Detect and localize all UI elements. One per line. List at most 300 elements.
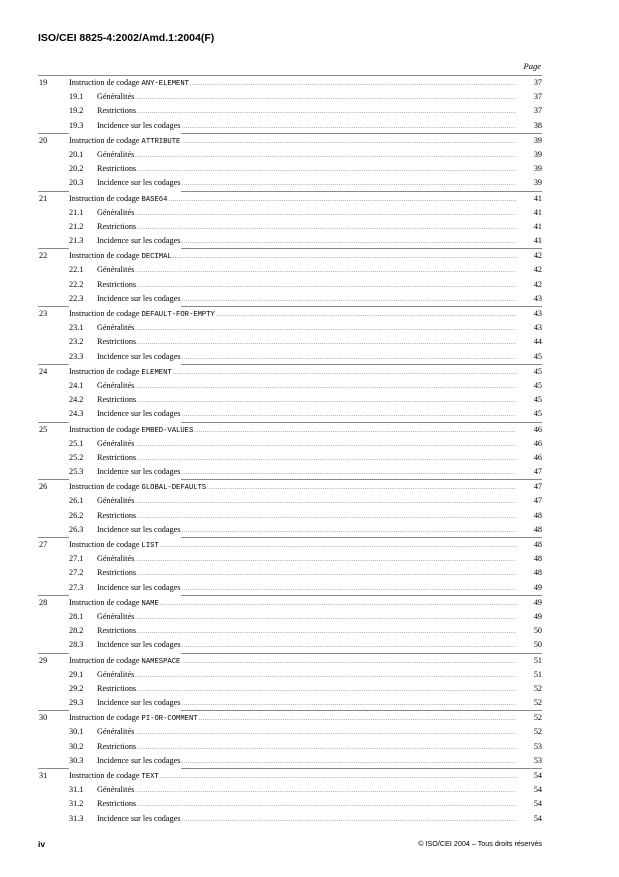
toc-subentry-label: Généralités xyxy=(97,323,135,333)
leader-dots xyxy=(181,465,516,480)
toc-subentry-label: Incidence sur les codages xyxy=(97,120,181,130)
toc-subentry-label: Restrictions xyxy=(97,395,137,405)
toc-subsection-number: 30.2 xyxy=(69,741,84,751)
leader-dots xyxy=(137,220,516,235)
toc-subsection-number: 19.2 xyxy=(69,106,84,116)
toc-page-number: 47 xyxy=(533,482,542,492)
toc-entry-prefix: Instruction de codage xyxy=(69,771,142,780)
toc-subentry[interactable] xyxy=(38,783,542,797)
toc-subentry-title xyxy=(69,393,516,408)
footer-page-number: iv xyxy=(38,839,46,849)
toc-page-number: 37 xyxy=(533,78,542,87)
leader-dots xyxy=(137,509,516,524)
toc-subentry-title xyxy=(69,162,516,177)
toc-subsection-number: 26.3 xyxy=(69,524,84,534)
toc-subentry-title xyxy=(69,696,516,711)
leader-dots xyxy=(190,76,516,91)
toc-subsection-number: 21.1 xyxy=(69,207,84,217)
toc-entry-title xyxy=(69,76,516,91)
toc-entry[interactable] xyxy=(38,76,542,90)
toc-entry-prefix: Instruction de codage xyxy=(69,309,142,318)
toc-page-number: 39 xyxy=(533,178,542,188)
toc-entry-prefix: Instruction de codage xyxy=(69,251,142,261)
toc-page-number: 39 xyxy=(533,135,542,145)
toc-section xyxy=(38,768,542,826)
toc-subentry-label: Généralités xyxy=(97,727,135,737)
toc-subentry-label: Généralités xyxy=(97,669,135,679)
toc-section xyxy=(38,537,542,595)
toc-subentry-label: Généralités xyxy=(97,207,135,217)
toc-subentry[interactable] xyxy=(38,523,542,537)
toc-subentry-title xyxy=(69,407,516,422)
toc-subentry-title xyxy=(69,566,516,581)
toc-entry-code: TEXT xyxy=(141,773,159,781)
leader-dots xyxy=(160,769,516,784)
toc-page-number: 48 xyxy=(533,554,542,564)
toc-subentry-label: Restrictions xyxy=(97,279,137,289)
leader-dots xyxy=(181,581,516,596)
toc-subentry[interactable] xyxy=(38,682,542,696)
toc-subentry-text xyxy=(69,509,137,524)
toc-entry-text xyxy=(69,654,181,669)
toc-page-number: 49 xyxy=(533,611,542,621)
toc-subentry-title xyxy=(69,206,516,221)
toc-entry-text xyxy=(69,134,181,149)
leader-dots xyxy=(135,321,516,336)
toc-entry-code: NAMESPACE xyxy=(141,657,181,666)
toc-subentry-text xyxy=(69,638,181,653)
toc-entry[interactable] xyxy=(38,192,542,206)
toc-entry-text xyxy=(69,769,160,784)
toc-subsection-number: 24.2 xyxy=(69,395,84,405)
toc-subentry[interactable] xyxy=(38,162,542,176)
toc-entry-text xyxy=(69,711,199,726)
toc-subsection-number: 28.3 xyxy=(69,640,84,650)
toc-entry-code: NAME xyxy=(141,599,159,608)
toc-entry-text xyxy=(69,307,216,322)
toc-subentry-title xyxy=(69,465,516,480)
toc-subentry-title xyxy=(69,335,516,350)
toc-subentry-title xyxy=(69,292,516,307)
toc-page-number: 52 xyxy=(533,713,542,723)
toc-subentry-label: Incidence sur les codages xyxy=(97,293,181,303)
toc-entry-title xyxy=(69,192,516,207)
toc-subentry[interactable] xyxy=(38,206,542,220)
toc-page-number: 43 xyxy=(533,293,542,303)
toc-subentry-title xyxy=(69,104,516,119)
toc-subentry-label: Restrictions xyxy=(97,164,137,174)
table-of-contents xyxy=(38,75,542,826)
toc-subentry-text xyxy=(69,292,181,307)
toc-subentry-label: Restrictions xyxy=(97,568,137,578)
toc-entry-code: DEFAULT-FOR-EMPTY xyxy=(141,311,215,319)
leader-dots xyxy=(137,566,516,581)
toc-subentry[interactable] xyxy=(38,176,542,190)
toc-page-number: 42 xyxy=(533,265,542,275)
toc-section-number: 23 xyxy=(39,309,48,318)
toc-entry[interactable] xyxy=(38,249,542,263)
toc-subentry-text xyxy=(69,783,135,798)
toc-subsection-number: 29.1 xyxy=(69,669,84,679)
toc-entry-code: BASE64 xyxy=(141,195,168,204)
toc-subentry-label: Restrictions xyxy=(97,452,137,462)
leader-dots xyxy=(137,797,516,812)
toc-section-number: 19 xyxy=(39,78,48,87)
toc-subentry-title xyxy=(69,176,516,191)
leader-dots xyxy=(181,134,516,149)
leader-dots xyxy=(173,249,516,264)
toc-subentry[interactable] xyxy=(38,610,542,624)
toc-page-number: 46 xyxy=(533,452,542,462)
toc-subsection-number: 22.1 xyxy=(69,265,84,275)
toc-entry-title xyxy=(69,134,516,149)
toc-entry-code: DECIMAL xyxy=(141,253,172,262)
toc-page-number: 46 xyxy=(533,424,542,434)
toc-entry-text xyxy=(69,480,207,495)
leader-dots xyxy=(181,696,516,711)
toc-section xyxy=(38,422,542,480)
toc-page-number: 52 xyxy=(533,683,542,693)
toc-section xyxy=(38,75,542,133)
toc-entry-code: ATTRIBUTE xyxy=(141,137,181,146)
toc-page-number: 52 xyxy=(533,727,542,737)
toc-page-number: 54 xyxy=(533,799,542,809)
toc-subentry-text xyxy=(69,162,137,177)
leader-dots xyxy=(181,234,516,249)
toc-subentry-text xyxy=(69,696,181,711)
leader-dots xyxy=(173,365,516,380)
toc-subsection-number: 30.1 xyxy=(69,727,84,737)
toc-entry-title xyxy=(69,423,516,438)
toc-page-number: 48 xyxy=(533,540,542,549)
toc-subentry[interactable] xyxy=(38,292,542,306)
leader-dots xyxy=(181,654,516,669)
toc-page-number: 53 xyxy=(533,741,542,751)
leader-dots xyxy=(137,335,516,350)
toc-subentry-title xyxy=(69,668,516,683)
toc-page-number: 47 xyxy=(533,467,542,477)
toc-subentry-title xyxy=(69,451,516,466)
toc-subentry-text xyxy=(69,812,181,827)
toc-subentry[interactable] xyxy=(38,696,542,710)
toc-subentry[interactable] xyxy=(38,407,542,421)
toc-section xyxy=(38,306,542,364)
toc-subsection-number: 22.2 xyxy=(69,279,84,289)
toc-subentry-label: Restrictions xyxy=(97,510,137,520)
toc-subentry[interactable] xyxy=(38,566,542,580)
toc-entry-title xyxy=(69,711,516,726)
toc-section-number: 25 xyxy=(39,424,48,434)
toc-subentry-title xyxy=(69,263,516,278)
toc-entry-title xyxy=(69,538,516,553)
leader-dots xyxy=(160,596,516,611)
toc-subsection-number: 25.1 xyxy=(69,438,84,448)
toc-entry-text xyxy=(69,192,168,207)
toc-subentry[interactable] xyxy=(38,725,542,739)
toc-section xyxy=(38,364,542,422)
leader-dots xyxy=(216,307,516,322)
toc-subentry-text xyxy=(69,668,135,683)
leader-dots xyxy=(160,538,516,553)
toc-subentry-text xyxy=(69,740,137,755)
toc-subentry[interactable] xyxy=(38,119,542,133)
toc-subsection-number: 20.2 xyxy=(69,164,84,174)
toc-entry[interactable] xyxy=(38,596,542,610)
toc-subentry-text xyxy=(69,90,135,105)
toc-subentry-label: Généralités xyxy=(97,149,135,159)
leader-dots xyxy=(135,783,516,798)
toc-subentry-text xyxy=(69,176,181,191)
toc-subentry-text xyxy=(69,797,137,812)
toc-subentry[interactable] xyxy=(38,234,542,248)
toc-section xyxy=(38,133,542,191)
leader-dots xyxy=(135,668,516,683)
toc-subsection-number: 21.3 xyxy=(69,236,84,246)
toc-page-number: 47 xyxy=(533,496,542,506)
toc-subentry-label: Incidence sur les codages xyxy=(97,698,181,708)
toc-page-number: 44 xyxy=(533,337,542,347)
toc-section xyxy=(38,191,542,249)
leader-dots xyxy=(137,451,516,466)
toc-subentry-label: Restrictions xyxy=(97,799,137,809)
toc-entry-code: EMBED-VALUES xyxy=(141,426,194,435)
toc-entry[interactable] xyxy=(38,769,542,783)
toc-subentry[interactable] xyxy=(38,451,542,465)
toc-subentry-title xyxy=(69,148,516,163)
leader-dots xyxy=(135,148,516,163)
toc-entry-text xyxy=(69,76,190,91)
toc-entry-text xyxy=(69,365,173,380)
toc-page-number: 54 xyxy=(533,813,542,823)
toc-subentry-label: Généralités xyxy=(97,92,135,102)
toc-entry[interactable] xyxy=(38,711,542,725)
toc-subentry-text xyxy=(69,725,135,740)
toc-subentry[interactable] xyxy=(38,278,542,292)
toc-page-number: 51 xyxy=(533,669,542,679)
toc-entry-prefix: Instruction de codage xyxy=(69,424,142,434)
toc-page-number: 54 xyxy=(533,785,542,795)
toc-entry-text xyxy=(69,423,194,438)
toc-subentry-text xyxy=(69,119,181,134)
toc-subentry-title xyxy=(69,494,516,509)
toc-subentry-title xyxy=(69,552,516,567)
toc-subentry[interactable] xyxy=(38,638,542,652)
toc-section xyxy=(38,710,542,768)
toc-page-number: 41 xyxy=(533,207,542,217)
toc-entry-prefix: Instruction de codage xyxy=(69,655,142,665)
toc-subentry-label: Restrictions xyxy=(97,106,137,116)
toc-subentry-label: Incidence sur les codages xyxy=(97,409,181,419)
toc-page-number: 43 xyxy=(533,309,542,318)
toc-section-number: 21 xyxy=(39,193,48,203)
toc-subentry[interactable] xyxy=(38,393,542,407)
toc-subentry[interactable] xyxy=(38,668,542,682)
toc-subsection-number: 21.2 xyxy=(69,221,84,231)
toc-page-number: 52 xyxy=(533,698,542,708)
toc-subentry[interactable] xyxy=(38,509,542,523)
leader-dots xyxy=(181,407,516,422)
toc-entry[interactable] xyxy=(38,365,542,379)
leader-dots xyxy=(181,119,516,134)
leader-dots xyxy=(135,437,516,452)
toc-subentry-label: Restrictions xyxy=(97,626,137,636)
toc-subentry-title xyxy=(69,523,516,538)
toc-subsection-number: 27.3 xyxy=(69,582,84,592)
toc-subentry-title xyxy=(69,220,516,235)
toc-subentry-text xyxy=(69,350,181,365)
toc-subentry[interactable] xyxy=(38,90,542,104)
toc-subentry[interactable] xyxy=(38,104,542,118)
toc-subsection-number: 20.3 xyxy=(69,178,84,188)
toc-page-number: 37 xyxy=(533,92,542,102)
toc-subentry[interactable] xyxy=(38,220,542,234)
toc-subentry-label: Incidence sur les codages xyxy=(97,178,181,188)
toc-entry-prefix: Instruction de codage xyxy=(69,78,142,87)
toc-subentry[interactable] xyxy=(38,437,542,451)
toc-subentry-label: Généralités xyxy=(97,380,135,390)
toc-subentry-title xyxy=(69,754,516,769)
toc-page-number: 50 xyxy=(533,640,542,650)
toc-subentry-text xyxy=(69,494,135,509)
toc-page-number: 45 xyxy=(533,366,542,376)
toc-subentry[interactable] xyxy=(38,740,542,754)
toc-entry-title xyxy=(69,365,516,380)
toc-section-number: 26 xyxy=(39,482,48,492)
toc-subentry-title xyxy=(69,725,516,740)
toc-entry-title xyxy=(69,249,516,264)
toc-subentry[interactable] xyxy=(38,263,542,277)
toc-entry-code: LIST xyxy=(141,542,159,550)
toc-page-number: 39 xyxy=(533,149,542,159)
toc-subentry[interactable] xyxy=(38,465,542,479)
toc-page-number: 38 xyxy=(533,120,542,130)
toc-subentry-title xyxy=(69,624,516,639)
toc-section-number: 31 xyxy=(39,771,48,780)
toc-subentry[interactable] xyxy=(38,379,542,393)
toc-entry-code: ANY-ELEMENT xyxy=(141,80,189,88)
toc-entry[interactable] xyxy=(38,307,542,321)
toc-subentry-text xyxy=(69,754,181,769)
toc-subentry[interactable] xyxy=(38,321,542,335)
toc-section xyxy=(38,653,542,711)
toc-section xyxy=(38,479,542,537)
toc-page-number: 37 xyxy=(533,106,542,116)
toc-subentry-label: Généralités xyxy=(97,438,135,448)
toc-subentry-title xyxy=(69,234,516,249)
toc-subentry-text xyxy=(69,148,135,163)
toc-subentry-title xyxy=(69,90,516,105)
toc-subentry-text xyxy=(69,335,137,350)
leader-dots xyxy=(168,192,516,207)
toc-subentry-title xyxy=(69,682,516,697)
toc-page-number: 51 xyxy=(533,655,542,665)
toc-subentry-text xyxy=(69,104,137,119)
leader-dots xyxy=(137,162,516,177)
leader-dots xyxy=(137,624,516,639)
toc-subentry-label: Généralités xyxy=(97,554,135,564)
leader-dots xyxy=(181,292,516,307)
toc-entry-prefix: Instruction de codage xyxy=(69,135,142,145)
toc-subentry[interactable] xyxy=(38,581,542,595)
leader-dots xyxy=(137,740,516,755)
toc-section-number: 29 xyxy=(39,655,48,665)
leader-dots xyxy=(135,263,516,278)
footer-copyright: © ISO/CEI 2004 – Tous droits réservés xyxy=(418,839,542,848)
toc-section-number: 28 xyxy=(39,597,48,607)
toc-subentry-label: Généralités xyxy=(97,496,135,506)
toc-entry[interactable] xyxy=(38,538,542,552)
toc-section-number: 20 xyxy=(39,135,48,145)
toc-subentry[interactable] xyxy=(38,624,542,638)
toc-subsection-number: 19.3 xyxy=(69,120,84,130)
toc-subentry[interactable] xyxy=(38,335,542,349)
toc-subsection-number: 31.3 xyxy=(69,813,84,823)
toc-subentry-label: Incidence sur les codages xyxy=(97,755,181,765)
toc-subsection-number: 23.2 xyxy=(69,337,84,347)
toc-entry[interactable] xyxy=(38,654,542,668)
toc-subentry[interactable] xyxy=(38,754,542,768)
toc-subsection-number: 27.2 xyxy=(69,568,84,578)
toc-subentry[interactable] xyxy=(38,494,542,508)
toc-page-number: 53 xyxy=(533,755,542,765)
toc-entry-prefix: Instruction de codage xyxy=(69,540,142,549)
toc-page-number: 49 xyxy=(533,582,542,592)
toc-subentry-text xyxy=(69,682,137,697)
leader-dots xyxy=(135,552,516,567)
toc-entry[interactable] xyxy=(38,480,542,494)
leader-dots xyxy=(135,206,516,221)
toc-subentry[interactable] xyxy=(38,148,542,162)
leader-dots xyxy=(137,682,516,697)
toc-subsection-number: 28.2 xyxy=(69,626,84,636)
toc-subentry[interactable] xyxy=(38,797,542,811)
toc-entry[interactable] xyxy=(38,423,542,437)
toc-subentry[interactable] xyxy=(38,552,542,566)
toc-subsection-number: 23.1 xyxy=(69,323,84,333)
toc-page-number: 42 xyxy=(533,279,542,289)
toc-subentry-label: Généralités xyxy=(97,265,135,275)
toc-page-number: 45 xyxy=(533,409,542,419)
toc-subentry-title xyxy=(69,740,516,755)
document-header: ISO/CEI 8825-4:2002/Amd.1:2004(F) xyxy=(38,32,215,44)
leader-dots xyxy=(135,494,516,509)
toc-entry-title xyxy=(69,769,516,784)
leader-dots xyxy=(137,393,516,408)
toc-subentry[interactable] xyxy=(38,350,542,364)
toc-page-number: 39 xyxy=(533,164,542,174)
leader-dots xyxy=(181,523,516,538)
toc-subentry-title xyxy=(69,812,516,827)
toc-subentry[interactable] xyxy=(38,812,542,826)
toc-subentry-label: Restrictions xyxy=(97,741,137,751)
toc-entry-code: ELEMENT xyxy=(141,368,172,377)
toc-subentry-text xyxy=(69,581,181,596)
toc-page-number: 42 xyxy=(533,251,542,261)
toc-subsection-number: 23.3 xyxy=(69,351,84,361)
toc-subentry-text xyxy=(69,220,137,235)
toc-subsection-number: 25.3 xyxy=(69,467,84,477)
toc-subentry-text xyxy=(69,624,137,639)
toc-subentry-title xyxy=(69,379,516,394)
leader-dots xyxy=(137,278,516,293)
toc-subentry-label: Restrictions xyxy=(97,221,137,231)
toc-entry[interactable] xyxy=(38,134,542,148)
toc-page-number: 45 xyxy=(533,395,542,405)
toc-page-number: 50 xyxy=(533,626,542,636)
toc-page-number: 45 xyxy=(533,351,542,361)
toc-subsection-number: 30.3 xyxy=(69,755,84,765)
toc-page-number: 41 xyxy=(533,221,542,231)
